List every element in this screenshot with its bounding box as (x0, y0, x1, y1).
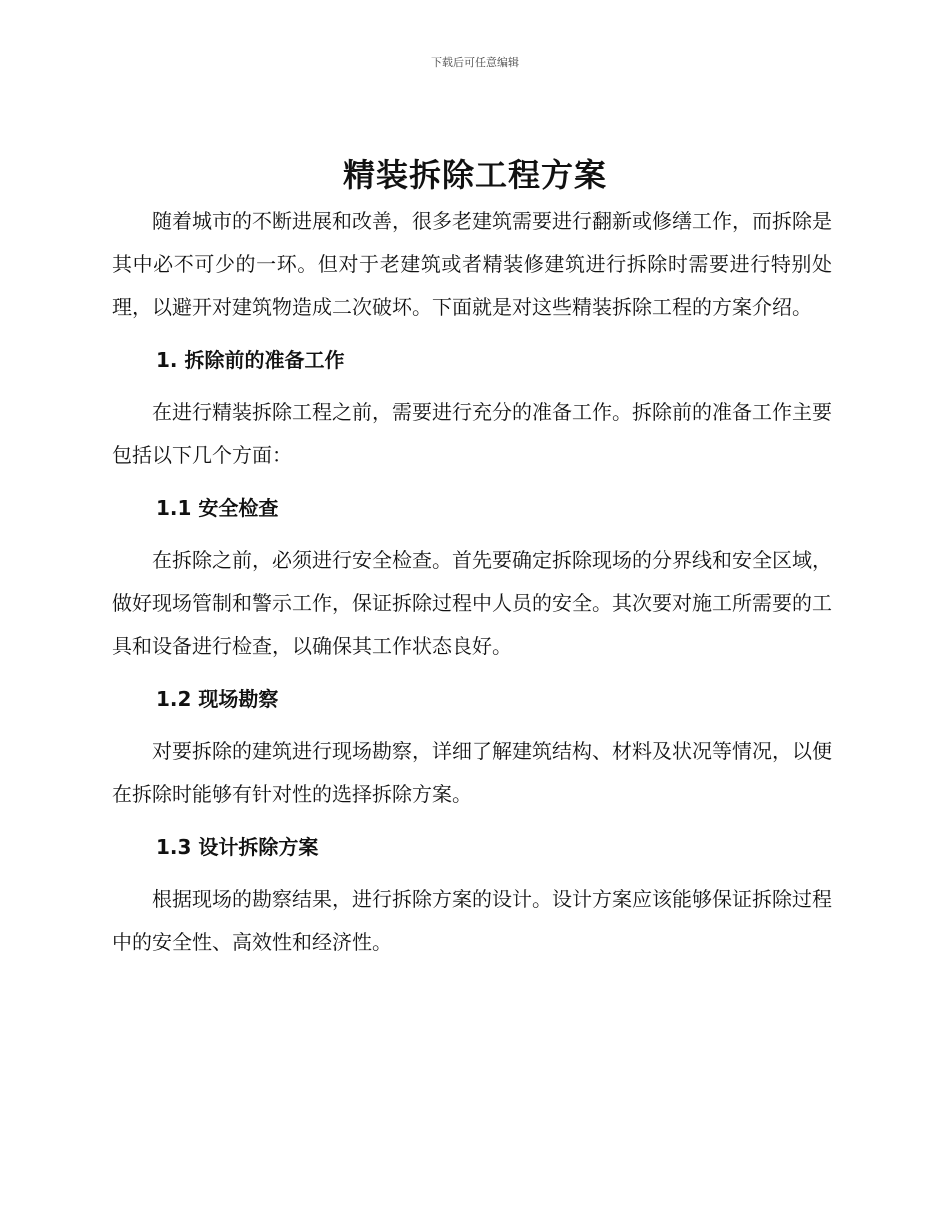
section-body-site-survey: 对要拆除的建筑进行现场勘察，详细了解建筑结构、材料及状况等情况，以便在拆除时能够有针对性的选择拆除方案。 (112, 739, 832, 806)
document-body (112, 200, 832, 964)
section-body-prep: 在进行精装拆除工程之前，需要进行充分的准备工作。拆除前的准备工作主要包括以下几个方面： (112, 400, 832, 467)
header-note: 下载后可任意编辑 (431, 56, 519, 69)
section-heading-site-survey: 1.2 现场勘察 (156, 687, 279, 711)
section-body-safety-check: 在拆除之前，必须进行安全检查。首先要确定拆除现场的分界线和安全区域，做好现场管制和警示工作，保证拆除过程中人员的安全。其次要对施工所需要的工具和设备进行检查，以确保其工作状态良好。 (112, 548, 832, 658)
section-heading-prep: 1. 拆除前的准备工作 (156, 348, 345, 372)
document-title: 精装拆除工程方案 (342, 156, 607, 194)
section-heading-safety-check: 1.1 安全检查 (156, 496, 279, 520)
section-heading-design-plan: 1.3 设计拆除方案 (156, 835, 319, 859)
section-body-design-plan: 根据现场的勘察结果，进行拆除方案的设计。设计方案应该能够保证拆除过程中的安全性、高效性和经济性。 (112, 887, 832, 954)
intro-paragraph: 随着城市的不断进展和改善，很多老建筑需要进行翻新或修缮工作，而拆除是其中必不可少的一环。但对于老建筑或者精装修建筑进行拆除时需要进行特别处理，以避开对建筑物造成二次破坏。下面就是对这些精装拆除工程的方案介绍。 (112, 209, 832, 319)
